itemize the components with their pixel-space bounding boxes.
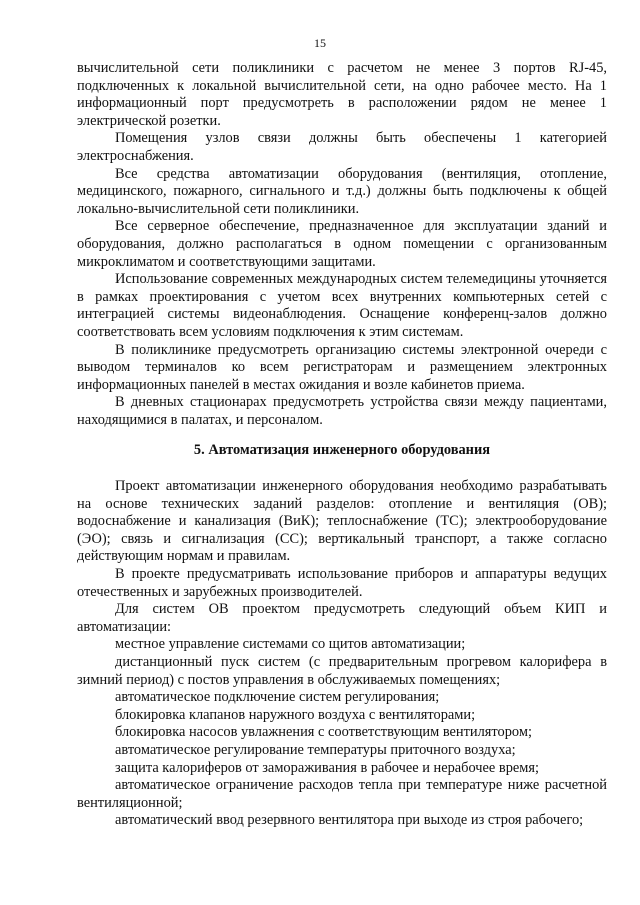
paragraph: вычислительной сети поликлиники с расчетом не менее 3 портов RJ-45, подключенных к локальной вычислительной сети, на одно рабочее место. На 1 информационный порт предусмотреть в расположении рядом не менее 1 электрической розетки. <box>77 60 607 129</box>
list-item: блокировка насосов увлажнения с соответствующим вентилятором; <box>115 724 532 741</box>
list-item: дистанционный пуск систем (с предварительным прогревом калорифера в зимний период) с постов управления в обслуживаемых помещениях; <box>77 653 607 688</box>
paragraph: Все средства автоматизации оборудования (вентиляция, отопление, медицинского, пожарного, сигнального и т.д.) должны быть подключены к общей локально-вычислительной сети поликлиники. <box>77 165 607 217</box>
section-heading: 5. Автоматизация инженерного оборудования <box>193 442 491 458</box>
list-item: автоматическое ограничение расходов тепла при температуре ниже расчетной вентиляционной; <box>77 777 607 811</box>
list-item: автоматический ввод резервного вентилятора при выходе из строя рабочего; <box>115 812 584 829</box>
list-item: автоматическое подключение систем регулирования; <box>115 689 440 706</box>
paragraph: В поликлинике предусмотреть организацию системы электронной очереди с выводом терминалов ко всем регистраторам и размещением электронных информационных панелей в местах ожидания и возле кабинетов приема. <box>77 341 607 393</box>
paragraph: Для систем ОВ проектом предусмотреть следующий объем КИП и автоматизации: <box>77 601 607 635</box>
paragraph: В проекте предусматривать использование приборов и аппаратуры ведущих отечественных и зарубежных производителей. <box>77 565 607 600</box>
paragraph: Помещения узлов связи должны быть обеспечены 1 категорией электроснабжения. <box>77 130 607 164</box>
paragraph: Использование современных международных систем телемедицины уточняется в рамках проектирования с учетом всех внутренних компьютерных сетей с интеграцией системы видеонаблюдения. Оснащение конференц-залов должно соответствовать всем условиям подключения к этим системам. <box>77 271 607 340</box>
paragraph: В дневных стационарах предусмотреть устройства связи между пациентами, находящимися в палатах, и персоналом. <box>77 394 607 428</box>
paragraph: Все серверное обеспечение, предназначенное для эксплуатации зданий и оборудования, должно располагаться в одном помещении с организованным микроклиматом и соответствующими защитами. <box>77 218 607 270</box>
list-item: местное управление системами со щитов автоматизации; <box>115 636 466 653</box>
body-text-top <box>77 60 607 429</box>
page-number: 15 <box>314 36 326 50</box>
list-item: автоматическое регулирование температуры приточного воздуха; <box>115 741 516 758</box>
paragraph: Проект автоматизации инженерного оборудования необходимо разрабатывать на основе технических заданий разделов: отопление и вентиляция (ОВ); водоснабжение и канализация (ВиК); теплоснабжение (ТС); электрооборудование (ЭО); связь и сигнализация (СС); вертикальный транспорт, а также согласно действующим нормам и правилам. <box>77 478 607 565</box>
list-item: защита калориферов от замораживания в рабочее и нерабочее время; <box>115 759 540 776</box>
section-heading-block <box>77 442 607 460</box>
list-item: блокировка клапанов наружного воздуха с вентиляторами; <box>115 706 476 723</box>
body-text-bottom <box>77 478 607 830</box>
